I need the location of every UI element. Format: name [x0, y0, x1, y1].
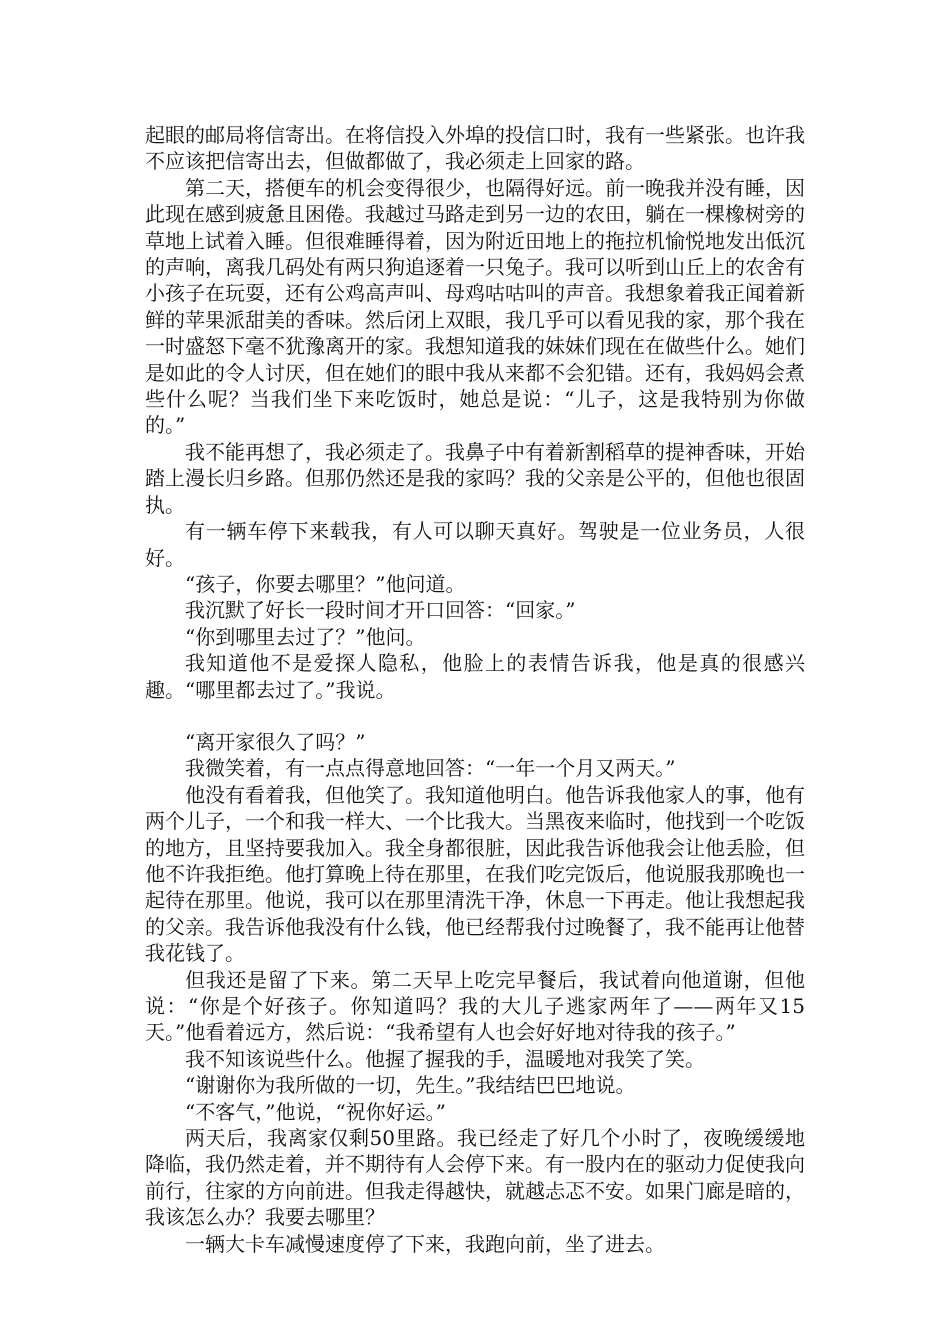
blank-line [145, 703, 805, 729]
paragraph-7: “你到哪里去过了？”他问。 [185, 624, 426, 649]
paragraph-17: 一辆大卡车减慢速度停了下来，我跑向前，坐了进去。 [185, 1231, 665, 1256]
paragraph-9: “离开家很久了吗？” [185, 729, 366, 754]
paragraph-1: 起眼的邮局将信寄出。在将信投入外埠的投信口时，我有一些紧张。也许我不应该把信寄出去，但做都做了，我必须走上回家的路。 [145, 123, 805, 174]
paragraph-14: “谢谢你为我所做的一切，先生。”我结结巴巴地说。 [185, 1073, 636, 1098]
paragraph-8: 我知道他不是爱探人隐私，他脸上的表情告诉我，他是真的很感兴趣。“哪里都去过了。”我说。 [145, 651, 805, 702]
paragraph-4: 有一辆车停下来载我，有人可以聊天真好。驾驶是一位业务员，人很好。 [145, 519, 805, 570]
paragraph-2: 第二天，搭便车的机会变得很少，也隔得好远。前一晚我并没有睡，因此现在感到疲惫且困倦。我越过马路走到另一边的农田，躺在一棵橡树旁的草地上试着入睡。但很难睡得着，因为附近田地上的拖拉机愉悦地发出低沉的声响，离我几码处有两只狗追逐着一只兔子。我可以听到山丘上的农舍有小孩子在玩耍，还有公鸡高声叫、母鸡咕咕叫的声音。我想象着我正闻着新鲜的苹果派甜美的香味。然后闭上双眼，我几乎可以看见我的家，那个我在一时盛怒下毫不犹豫离开的家。我想知道我的妹妹们现在在做些什么。她们是如此的令人讨厌，但在她们的眼中我从来都不会犯错。还有，我妈妈会煮些什么呢？当我们坐下来吃饭时，她总是说：“儿子，这是我特别为你做的。” [145, 175, 805, 438]
paragraph-5: “孩子，你要去哪里？”他问道。 [185, 571, 466, 596]
paragraph-10: 我微笑着，有一点点得意地回答：“一年一个月又两天。” [185, 756, 676, 781]
paragraph-15: “不客气，”他说，“祝你好运。” [185, 1099, 446, 1124]
document-page [145, 122, 805, 1257]
paragraph-13: 我不知该说些什么。他握了握我的手，温暖地对我笑了笑。 [185, 1046, 705, 1071]
paragraph-3: 我不能再想了，我必须走了。我鼻子中有着新割稻草的提神香味，开始踏上漫长归乡路。但那仍然还是我的家吗？我的父亲是公平的，但他也很固执。 [145, 439, 805, 517]
paragraph-11: 他没有看着我，但他笑了。我知道他明白。他告诉我他家人的事，他有两个儿子，一个和我一样大、一个比我大。当黑夜来临时，他找到一个吃饭的地方，且坚持要我加入。我全身都很脏，因此我告诉他我会让他丢脸，但他不许我拒绝。他打算晚上待在那里，在我们吃完饭后，他说服我那晚也一起待在那里。他说，我可以在那里清洗干净，休息一下再走。他让我想起我的父亲。我告诉他我没有什么钱，他已经帮我付过晚餐了，我不能再让他替我花钱了。 [145, 782, 805, 966]
paragraph-16: 两天后，我离家仅剩50里路。我已经走了好几个小时了，夜晚缓缓地降临，我仍然走着，并不期待有人会停下来。有一股内在的驱动力促使我向前行，往家的方向前进。但我走得越快，就越忐忑不安。如果门廊是暗的，我该怎么办？我要去哪里？ [145, 1126, 805, 1230]
paragraph-6: 我沉默了好长一段时间才开口回答：“回家。” [185, 598, 576, 623]
paragraph-12: 但我还是留了下来。第二天早上吃完早餐后，我试着向他道谢，但他说：“你是个好孩子。你知道吗？我的大儿子逃家两年了——两年又15天。”他看着远方，然后说：“我希望有人也会好好地对待我的孩子。” [145, 967, 805, 1045]
